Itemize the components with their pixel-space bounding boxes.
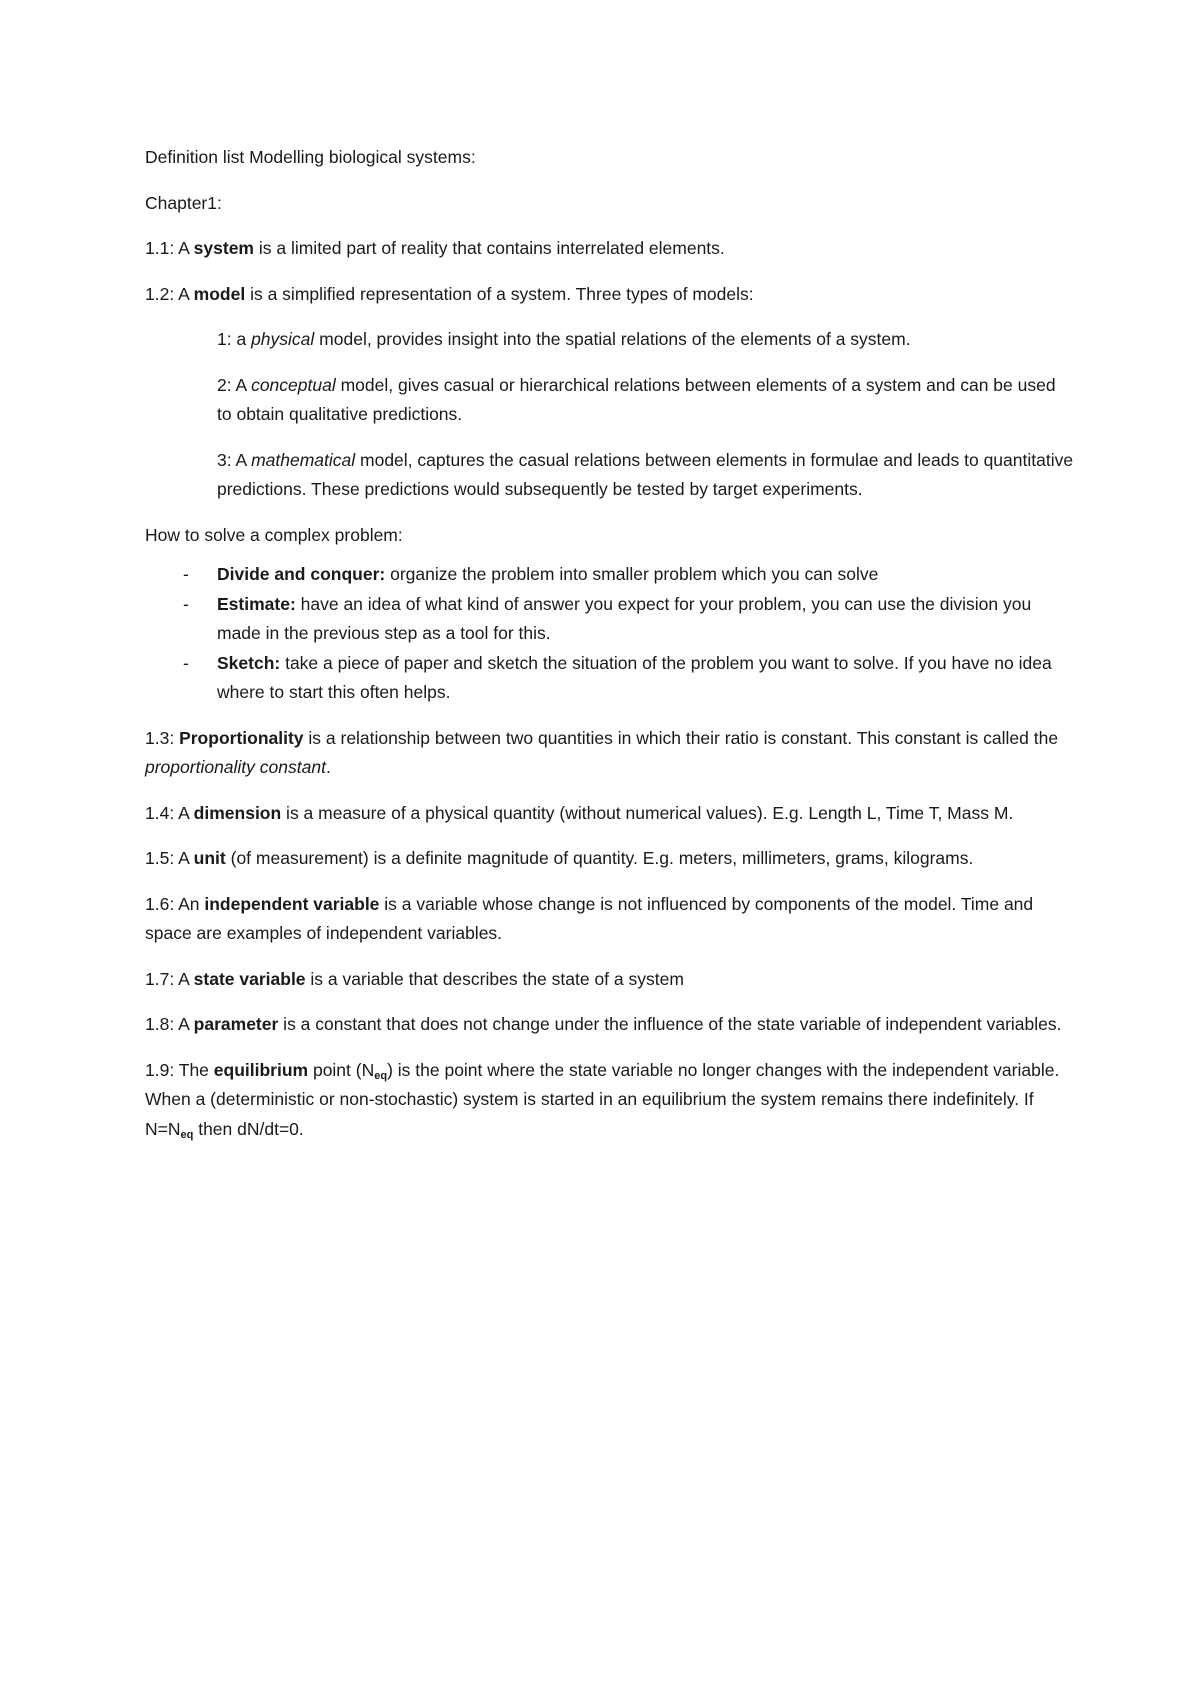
list-item: - Sketch: take a piece of paper and sketch the situation of the problem you want to solve. If you have no idea where to start this often helps. [145,649,1075,708]
list-item: - Estimate: have an idea of what kind of answer you expect for your problem, you can use the division you made in the previous step as a tool for this. [145,590,1075,649]
def-term: unit [193,848,226,868]
subscript-eq: eq [180,1128,194,1141]
def-term: model [193,283,246,304]
chapter-heading: Chapter1: [145,192,222,213]
model-type-mathematical: 3: A mathematical model, captures the casual relations between elements in formulae and leads to quantitative predictions. These predictions would subsequently be tested by target experiments. [217,449,1074,499]
def-term: dimension [193,802,282,823]
def-term: equilibrium [213,1059,309,1080]
definition-1-3: 1.3: Proportionality is a relationship between two quantities in which their ratio is constant. This constant is called the proportionality constant. [145,727,1059,777]
def-number: 1.4: [145,802,175,823]
definition-1-4: 1.4: A dimension is a measure of a physical quantity (without numerical values). E.g. Length L, Time T, Mass M. [145,802,1014,823]
def-term: Proportionality [179,727,304,748]
definition-1-2: 1.2: A model is a simplified representation of a system. Three types of models: [145,283,754,304]
def-number: 1.2: [145,283,175,304]
subscript-eq: eq [374,1069,388,1082]
def-term: state variable [193,968,306,989]
def-number: 1.6: [145,893,175,914]
dash-bullet: - [183,593,189,614]
def-number: 1.7: [145,968,175,989]
problem-solving-list [145,560,1075,708]
howto-heading: How to solve a complex problem: [145,524,403,545]
definition-1-8: 1.8: A parameter is a constant that does not change under the influence of the state variable of independent variables. [145,1014,1062,1034]
def-term: parameter [193,1014,279,1034]
model-term: mathematical [251,449,356,470]
dash-bullet: - [183,564,189,584]
list-item: - Divide and conquer: organize the problem into smaller problem which you can solve [145,560,1075,590]
def-number: 1.8: [145,1014,175,1034]
def-number: 1.3: [145,727,175,748]
model-term: conceptual [251,374,336,395]
document-page [145,143,1075,1160]
definition-1-9: 1.9: The equilibrium point $(N_{eq})$ is the point where the state variable no longer changes with the independent variable. When a (deterministic or non-stochastic) system is started in an equilibrium the system remains there indefinitely. If $N=N_{eq}$ then dN/dt=0. [145,1059,1060,1141]
model-type-conceptual: 2: A conceptual model, gives casual or hierarchical relations between elements of a system and can be used to obtain qualitative predictions. [217,374,1056,424]
def-number: 1.1: [145,238,175,258]
definition-1-1: 1.1: A system is a limited part of reality that contains interrelated elements. [145,238,725,258]
document-title: Definition list Modelling biological systems: [145,147,476,167]
def-term: independent variable [204,893,380,914]
def-number: 1.9: [145,1059,175,1080]
model-term: physical [251,329,315,349]
definition-1-6: 1.6: An independent variable is a variable whose change is not influenced by components of the model. Time and space are examples of independent variables. [145,893,1034,943]
dash-bullet: - [183,652,189,673]
def-number: 1.5: [145,848,175,868]
definition-1-7: 1.7: A state variable is a variable that describes the state of a system [145,968,684,989]
model-type-physical: 1: a physical model, provides insight into the spatial relations of the elements of a system. [217,329,911,349]
def-term: system [193,238,254,258]
definition-1-5: 1.5: A unit (of measurement) is a definite magnitude of quantity. E.g. meters, millimeters, grams, kilograms. [145,848,974,868]
